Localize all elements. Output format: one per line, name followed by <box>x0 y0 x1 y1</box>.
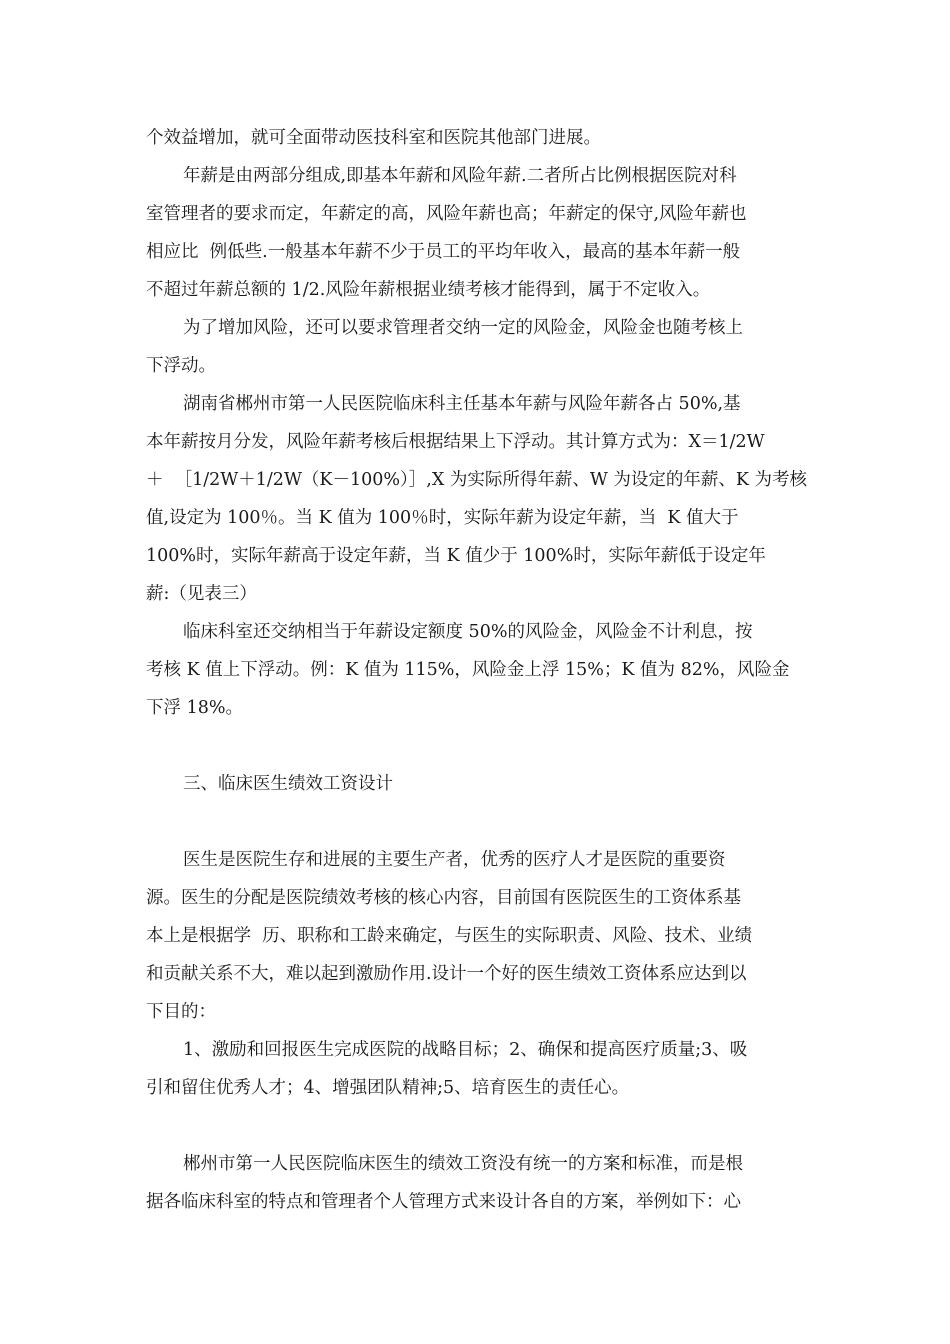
text-line: 下目的： <box>146 1002 216 1022</box>
text-line: 相应比 例低些.一般基本年薪不少于员工的平均年收入，最高的基本年薪一般 <box>146 242 741 262</box>
text-line: 薪:（见表三） <box>146 584 257 604</box>
text-line: 个效益增加，就可全面带动医技科室和医院其他部门进展。 <box>146 128 601 148</box>
text-line: 和贡献关系不大，难以起到激励作用.设计一个好的医生绩效工资体系应达到以 <box>146 964 747 984</box>
text-line: 考核 K 值上下浮动。例：K 值为 115%，风险金上浮 15%；K 值为 82%，风险金 <box>146 660 790 680</box>
text-line: 医生是医院生存和进展的主要生产者，优秀的医疗人才是医院的重要资 <box>183 850 726 870</box>
section-heading: 三、临床医生绩效工资设计 <box>183 774 393 794</box>
text-line: 为了增加风险，还可以要求管理者交纳一定的风险金，风险金也随考核上 <box>183 318 743 338</box>
text-line: 1、激励和回报医生完成医院的战略目标；2、确保和提高医疗质量;3、吸 <box>183 1040 748 1060</box>
text-line: 值,设定为 100％。当 K 值为 100％时，实际年薪为设定年薪，当 K 值大于 <box>146 508 739 528</box>
text-line: 郴州市第一人民医院临床医生的绩效工资没有统一的方案和标准，而是根 <box>183 1154 743 1174</box>
text-line: 本上是根据学 历、职称和工龄来确定，与医生的实际职责、风险、技术、业绩 <box>146 926 753 946</box>
text-line: 100%时，实际年薪高于设定年薪，当 K 值少于 100%时，实际年薪低于设定年 <box>146 546 766 566</box>
text-line: 源。医生的分配是医院绩效考核的核心内容，目前国有医院医生的工资体系基 <box>146 888 741 908</box>
text-line: 湖南省郴州市第一人民医院临床科主任基本年薪与风险年薪各占 50%,基 <box>183 394 741 414</box>
text-line: ＋ ［1/2W＋1/2W（K－100%）］,X 为实际所得年薪、W 为设定的年薪、K 为考核 <box>146 470 808 490</box>
text-line: 临床科室还交纳相当于年薪设定额度 50%的风险金，风险金不计利息，按 <box>183 622 753 642</box>
text-line: 本年薪按月分发，风险年薪考核后根据结果上下浮动。其计算方式为：X＝1/2W <box>146 432 765 452</box>
text-line: 下浮动。 <box>146 356 216 376</box>
text-line: 年薪是由两部分组成,即基本年薪和风险年薪.二者所占比例根据医院对科 <box>183 166 737 186</box>
text-line: 室管理者的要求而定，年薪定的高，风险年薪也高；年薪定的保守,风险年薪也 <box>146 204 747 224</box>
text-line: 据各临床科室的特点和管理者个人管理方式来设计各自的方案，举例如下：心 <box>146 1192 741 1212</box>
text-line: 下浮 18%。 <box>146 698 243 718</box>
text-line: 引和留住优秀人才；4、增强团队精神;5、培育医生的责任心。 <box>146 1078 630 1098</box>
text-line: 不超过年薪总额的 1/2.风险年薪根据业绩考核才能得到，属于不定收入。 <box>146 280 711 300</box>
